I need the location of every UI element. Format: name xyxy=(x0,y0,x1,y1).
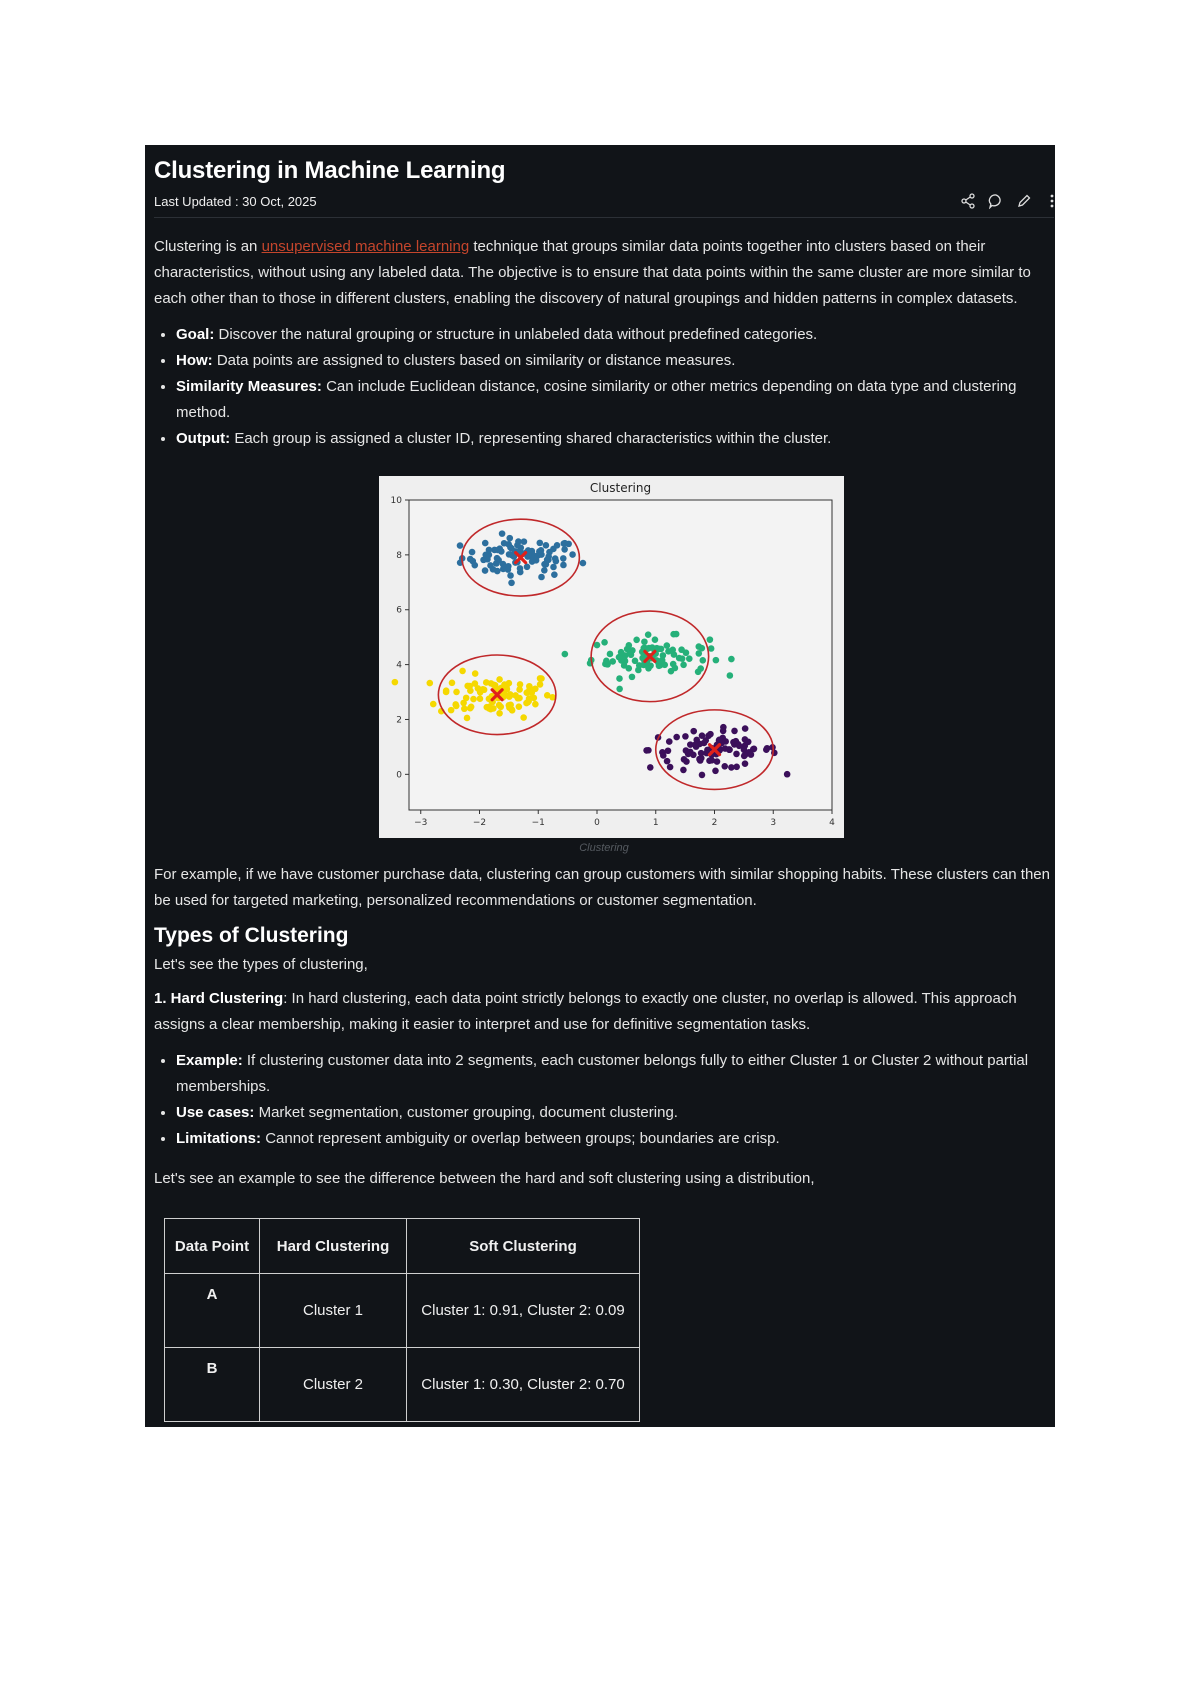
cluster-purple-point xyxy=(647,764,654,771)
overview-list xyxy=(154,322,1054,452)
page-title: Clustering in Machine Learning xyxy=(154,157,506,184)
unsupervised-ml-link[interactable]: unsupervised machine learning xyxy=(261,238,470,255)
bullet-term: Example xyxy=(176,1052,238,1069)
cluster-purple-point xyxy=(697,757,704,764)
cluster-purple-point xyxy=(673,734,680,741)
comparison-table xyxy=(164,1218,640,1422)
article-content xyxy=(154,157,1054,1422)
figure-caption: Clustering xyxy=(579,842,629,854)
y-tick-label: 10 xyxy=(390,496,402,506)
cluster-yellow-point xyxy=(453,703,460,710)
cluster-blue-point xyxy=(533,557,540,564)
cluster-purple-point xyxy=(733,751,740,758)
x-tick-label: 2 xyxy=(711,818,718,828)
cluster-green-point xyxy=(652,636,659,643)
cluster-purple-point xyxy=(699,772,706,779)
cluster-yellow-point xyxy=(516,686,523,693)
cluster-green-point xyxy=(728,656,735,663)
x-tick-label: 3 xyxy=(770,818,777,828)
cluster-purple-point xyxy=(666,738,673,745)
cluster-green-point xyxy=(676,655,683,662)
cluster-yellow-point xyxy=(459,668,466,675)
cluster-blue-point xyxy=(506,535,513,542)
bullet-text: Can include Euclidean distance, cosine similarity or other metrics depending on data type and clustering method. xyxy=(176,378,1017,421)
hard-clustering-text: : In hard clustering, each data point strictly belongs to exactly one cluster, no overlap is allowed. This approach assigns a clear membership, making it easier to interpret and use for definitive segmentation tasks. xyxy=(154,990,1017,1033)
cluster-yellow-point xyxy=(461,705,468,712)
cluster-yellow-point xyxy=(449,680,456,687)
cluster-blue-point xyxy=(560,562,567,569)
cluster-blue-point xyxy=(538,547,545,554)
cluster-green-point xyxy=(616,686,623,693)
cluster-blue-point xyxy=(562,540,569,547)
cluster-blue-point xyxy=(486,547,493,554)
bullet-term: Output xyxy=(176,430,226,447)
y-tick-label: 8 xyxy=(396,550,402,561)
list-item xyxy=(176,374,1054,426)
cluster-blue-point xyxy=(506,551,513,558)
cluster-blue-point xyxy=(538,574,545,581)
bullet-sep: : xyxy=(225,430,235,447)
cluster-green-point xyxy=(618,649,625,656)
list-item xyxy=(176,348,1054,374)
cluster-green-point xyxy=(632,658,639,665)
cluster-blue-point xyxy=(499,530,506,537)
cluster-green-point xyxy=(603,658,610,665)
cluster-yellow-point xyxy=(487,706,494,713)
cluster-purple-point xyxy=(692,741,699,748)
cluster-purple-point xyxy=(664,758,671,765)
cluster-green-point xyxy=(680,662,687,669)
bullet-sep: : xyxy=(316,378,327,395)
table-cell: Cluster 2 xyxy=(260,1348,407,1422)
cluster-green-point xyxy=(727,672,734,679)
cluster-blue-point xyxy=(482,567,489,574)
comment-icon[interactable] xyxy=(988,193,1004,209)
cluster-green-point xyxy=(678,646,685,653)
cluster-purple-point xyxy=(683,747,690,754)
cluster-purple-point xyxy=(742,725,749,732)
cluster-blue-point xyxy=(457,542,464,549)
cluster-purple-point xyxy=(748,751,755,758)
table-header-row xyxy=(165,1219,640,1274)
cluster-yellow-point xyxy=(443,687,450,694)
cluster-green-point xyxy=(594,642,601,649)
cluster-yellow-point xyxy=(496,702,503,709)
cluster-blue-point xyxy=(551,571,558,578)
cluster-purple-point xyxy=(728,764,735,771)
cluster-blue-point xyxy=(545,553,552,560)
bullet-term: Use cases xyxy=(176,1104,250,1121)
hard-clustering-term: 1. Hard Clustering xyxy=(154,990,284,1007)
y-tick-label: 0 xyxy=(396,770,402,781)
cluster-yellow-point xyxy=(496,676,503,683)
cluster-purple-point xyxy=(681,756,688,763)
cluster-blue-point xyxy=(505,566,512,573)
cluster-purple-point xyxy=(680,767,687,774)
cluster-purple-point xyxy=(721,763,728,770)
x-tick-label: −3 xyxy=(414,818,428,828)
cluster-green-point xyxy=(626,642,633,649)
bullet-term: Limitations xyxy=(176,1130,257,1147)
cluster-green-point xyxy=(699,645,706,652)
table-header: Soft Clustering xyxy=(407,1219,640,1274)
cluster-green-point xyxy=(672,665,679,672)
cluster-green-point xyxy=(635,667,642,674)
x-tick-label: −1 xyxy=(531,818,545,828)
cluster-green-point xyxy=(695,668,702,675)
bullet-text: Each group is assigned a cluster ID, representing shared characteristics within the cluster. xyxy=(234,430,832,447)
cluster-purple-point xyxy=(667,764,674,771)
share-icon[interactable] xyxy=(960,193,976,209)
cluster-blue-point xyxy=(501,540,508,547)
bullet-text: Market segmentation, customer grouping, document clustering. xyxy=(258,1104,678,1121)
table-cell: Cluster 1: 0.91, Cluster 2: 0.09 xyxy=(407,1274,640,1348)
article-panel xyxy=(145,145,1055,1427)
bullet-sep: : xyxy=(237,1052,247,1069)
list-item xyxy=(176,322,1054,348)
bullet-sep: : xyxy=(256,1130,266,1147)
cluster-purple-point xyxy=(716,736,723,743)
y-tick-label: 6 xyxy=(396,605,402,616)
types-heading: Types of Clustering xyxy=(154,924,349,947)
table-cell: A xyxy=(165,1274,260,1348)
title-divider xyxy=(154,217,1054,218)
cluster-green-point xyxy=(686,655,693,662)
intro-paragraph xyxy=(154,234,1054,312)
cluster-purple-point xyxy=(741,753,748,760)
cluster-yellow-point xyxy=(470,696,477,703)
cluster-blue-point xyxy=(467,556,474,563)
cluster-blue-point xyxy=(524,563,531,570)
cluster-purple-point xyxy=(722,745,729,752)
bullet-text: Cannot represent ambiguity or overlap between groups; boundaries are crisp. xyxy=(265,1130,780,1147)
bullet-sep: : xyxy=(207,352,217,369)
cluster-blue-point xyxy=(471,562,478,569)
table-header: Data Point xyxy=(165,1219,260,1274)
cluster-yellow-point xyxy=(507,692,514,699)
table-cell: Cluster 1 xyxy=(260,1274,407,1348)
cluster-purple-point xyxy=(707,731,714,738)
cluster-blue-point xyxy=(569,551,576,558)
list-item xyxy=(176,1100,1054,1126)
cluster-green-point xyxy=(645,665,652,672)
list-item xyxy=(176,1048,1054,1100)
example-paragraph: For example, if we have customer purchase data, clustering can group customers with similar shopping habits. These clusters can then be used for targeted marketing, personalized recommendations or customer segmentation. xyxy=(154,866,1050,909)
cluster-yellow-point xyxy=(448,707,455,714)
y-tick-label: 4 xyxy=(396,660,402,671)
cluster-purple-point xyxy=(690,728,697,735)
table-row xyxy=(165,1348,640,1422)
table-row xyxy=(165,1274,640,1348)
cluster-yellow-point xyxy=(472,680,479,687)
cluster-purple-point xyxy=(745,738,752,745)
cluster-blue-point xyxy=(580,560,587,567)
cluster-green-point xyxy=(699,657,706,664)
more-icon[interactable] xyxy=(1044,193,1055,209)
cluster-purple-point xyxy=(665,747,672,754)
cluster-yellow-point xyxy=(480,686,487,693)
cluster-yellow-point xyxy=(464,715,471,722)
cluster-yellow-point xyxy=(526,695,533,702)
cluster-yellow-point xyxy=(463,695,470,702)
bullet-sep: : xyxy=(249,1104,259,1121)
cluster-blue-point xyxy=(484,556,491,563)
cluster-purple-point xyxy=(643,747,650,754)
cluster-blue-point xyxy=(494,555,501,562)
cluster-blue-point xyxy=(550,564,557,571)
cluster-green-point xyxy=(621,662,628,669)
cluster-yellow-point xyxy=(537,675,544,682)
cluster-green-point xyxy=(633,637,640,644)
cluster-blue-point xyxy=(541,567,548,574)
cluster-green-point xyxy=(641,638,648,645)
cluster-purple-point xyxy=(731,728,738,735)
cluster-yellow-point xyxy=(453,689,460,696)
x-tick-label: 0 xyxy=(594,818,600,828)
cluster-yellow-point xyxy=(516,703,523,710)
cluster-yellow-point xyxy=(430,701,437,708)
table-header: Hard Clustering xyxy=(260,1219,407,1274)
intro-text-start: Clustering is an xyxy=(154,238,262,255)
cluster-purple-point xyxy=(699,732,706,739)
bullet-text: Discover the natural grouping or structure in unlabeled data without predefined categories. xyxy=(218,326,818,343)
cluster-green-point xyxy=(607,651,614,658)
cluster-blue-point xyxy=(507,572,514,579)
x-tick-label: −2 xyxy=(472,818,487,828)
cluster-purple-point xyxy=(736,743,743,750)
cluster-green-point xyxy=(616,675,623,682)
cluster-blue-point xyxy=(517,569,524,576)
cluster-yellow-point xyxy=(515,695,522,702)
cluster-green-point xyxy=(601,639,608,646)
y-tick-label: 2 xyxy=(396,715,402,726)
cluster-green-point xyxy=(628,651,635,658)
edit-icon[interactable] xyxy=(1016,193,1032,209)
cluster-blue-point xyxy=(515,538,522,545)
cluster-yellow-point xyxy=(501,681,508,688)
chart-title: Clustering xyxy=(589,481,652,495)
cluster-purple-point xyxy=(751,745,758,752)
cluster-yellow-point xyxy=(426,680,433,687)
bullet-term: Goal xyxy=(176,326,210,343)
cluster-blue-point xyxy=(553,558,560,565)
bullet-term: Similarity Measures xyxy=(176,378,317,395)
cluster-blue-point xyxy=(469,549,476,556)
cluster-blue-point xyxy=(561,546,568,553)
cluster-yellow-point xyxy=(472,670,479,677)
meta-row xyxy=(154,193,1054,209)
cluster-yellow-point xyxy=(467,705,474,712)
cluster-green-point xyxy=(562,651,569,658)
cluster-yellow-point xyxy=(544,692,551,699)
cluster-green-point xyxy=(707,636,714,643)
bullet-text: If clustering customer data into 2 segments, each customer belongs fully to either Cluster 1 or Cluster 2 without partial memberships. xyxy=(176,1052,1029,1095)
bullet-term: How xyxy=(176,352,208,369)
cluster-purple-point xyxy=(784,771,791,778)
hard-clustering-list xyxy=(154,1048,1054,1152)
article-actions xyxy=(960,193,1055,209)
table-cell: Cluster 1: 0.30, Cluster 2: 0.70 xyxy=(407,1348,640,1422)
x-tick-label: 1 xyxy=(652,818,659,828)
cluster-green-point xyxy=(664,642,671,649)
cluster-blue-point xyxy=(507,544,514,551)
bullet-text: Data points are assigned to clusters based on similarity or distance measures. xyxy=(216,352,736,369)
hard-clustering-paragraph xyxy=(154,986,1054,1038)
cluster-yellow-point xyxy=(528,689,535,696)
cluster-blue-point xyxy=(508,580,515,587)
cluster-yellow-point xyxy=(467,687,474,694)
cluster-purple-point xyxy=(682,733,689,740)
cluster-yellow-point xyxy=(392,679,399,686)
cluster-purple-point xyxy=(712,768,719,775)
list-item xyxy=(176,1126,1054,1152)
cluster-purple-point xyxy=(660,752,667,759)
x-tick-label: 4 xyxy=(829,818,835,828)
list-item xyxy=(176,426,1054,452)
cluster-yellow-point xyxy=(496,710,503,717)
types-intro: Let's see the types of clustering, xyxy=(154,956,368,973)
cluster-purple-point xyxy=(720,728,727,735)
cluster-yellow-point xyxy=(532,701,539,708)
cluster-blue-point xyxy=(543,542,550,549)
cluster-blue-point xyxy=(495,547,502,554)
cluster-purple-point xyxy=(690,751,697,758)
cluster-green-point xyxy=(645,631,652,638)
bullet-sep: : xyxy=(209,326,219,343)
cluster-yellow-point xyxy=(520,714,527,721)
cluster-yellow-point xyxy=(508,706,515,713)
difference-paragraph: Let's see an example to see the difference between the hard and soft clustering using a distribution, xyxy=(154,1170,815,1187)
cluster-green-point xyxy=(629,674,636,681)
cluster-blue-point xyxy=(490,566,497,573)
clustering-figure xyxy=(379,476,844,838)
cluster-green-point xyxy=(658,646,665,653)
cluster-blue-point xyxy=(560,555,567,562)
cluster-purple-point xyxy=(742,760,749,767)
intro-text-end: technique that groups similar data points together into clusters based on their characteristics, without using any labeled data. The objective is to ensure that data points within the same cluster are more similar to each other than to those in different clusters, enabling the discovery of natural groupings and hidden patterns in complex datasets. xyxy=(154,238,1031,307)
cluster-green-point xyxy=(669,647,676,654)
table-cell: B xyxy=(165,1348,260,1422)
cluster-blue-point xyxy=(536,540,543,547)
clustering-chart xyxy=(379,476,844,838)
cluster-green-point xyxy=(673,631,680,638)
cluster-yellow-point xyxy=(477,695,484,702)
last-updated: Last Updated : 30 Oct, 2025 xyxy=(154,193,317,209)
cluster-green-point xyxy=(713,657,720,664)
cluster-purple-point xyxy=(701,740,708,747)
cluster-purple-point xyxy=(764,745,771,752)
cluster-blue-point xyxy=(482,540,489,547)
